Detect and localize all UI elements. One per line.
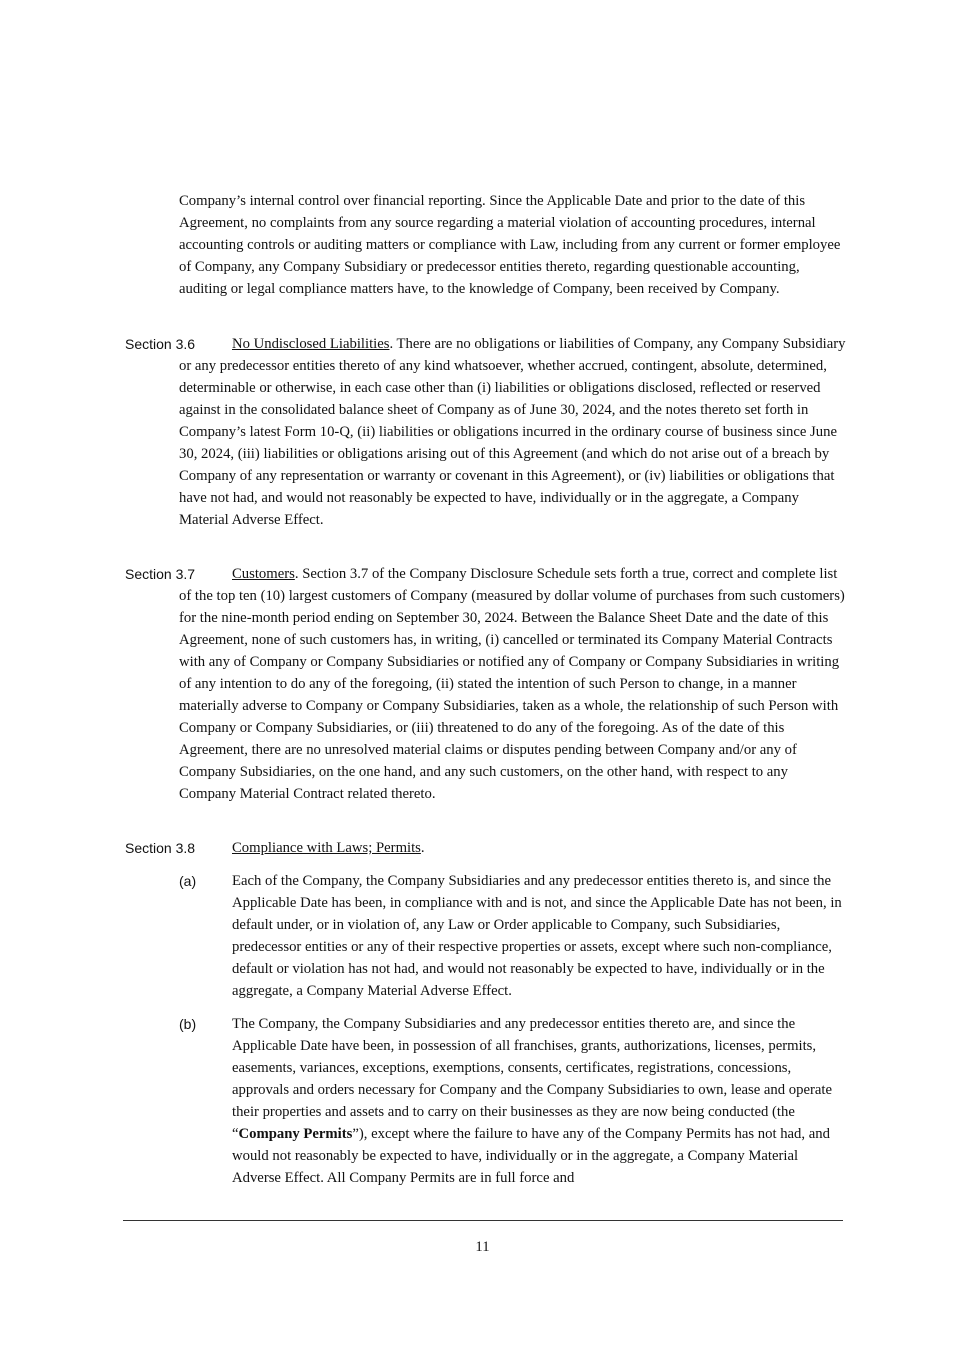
section-3-7-heading: Customers: [232, 566, 295, 582]
item-a-label: (a): [179, 873, 197, 889]
section-3-8-heading: Compliance with Laws; Permits: [232, 840, 421, 856]
section-3-6-heading: No Undisclosed Liabilities: [232, 336, 390, 352]
section-3-8-body: [179, 837, 847, 859]
section-3-8-heading-suffix: .: [420, 840, 425, 856]
section-3-7-body: [179, 563, 847, 805]
footer-rule: [123, 1220, 843, 1221]
item-a-text: Each of the Company, the Company Subsidiaries and any predecessor entities thereto is, and since the Applicable Date has been, in compliance with and is not, and since the Applicable Date has not been, in default under, or in violation of, any Law or Order applicable to Company, such Subsidiaries, predecessor entities or any of their respective properties or assets, except where such non-compliance, default or violation has not had, and would not reasonably be expected to have, individually or in the aggregate, a Company Material Adverse Effect.: [232, 873, 842, 999]
item-b-text: [232, 1013, 846, 1189]
section-3-6-text: . There are no obligations or liabilities of Company, any Company Subsidiary or any predecessor entities thereto of any kind whatsoever, whether accrued, contingent, absolute, determined, determinable or otherwise, in each case other than (i) liabilities or obligations disclosed, reflected or reserved against in the consolidated balance sheet of Company as of June 30, 2024, and the notes thereto set forth in Company’s latest Form 10-Q, (ii) liabilities or obligations incurred in the ordinary course of business since June 30, 2024, (iii) liabilities or obligations arising out of this Agreement (and which do not arise out of a breach by Company of any representation or warranty or covenant in this Agreement), or (iv) liabilities or obligations that have not had, and would not reasonably be expected to have, individually or in the aggregate, a Company Material Adverse Effect.: [179, 336, 846, 528]
section-3-6-label: Section 3.6: [125, 336, 196, 352]
page-number: 11: [475, 1239, 490, 1255]
company-permits-defined-term: Company Permits: [238, 1126, 353, 1142]
section-3-7-text: . Section 3.7 of the Company Disclosure Schedule sets forth a true, correct and complete list of the top ten (10) largest customers of Company (measured by dollar volume of purchases from such customers) for the nine-month period ending on September 30, 2024. Between the Balance Sheet Date and the date of this Agreement, none of such customers has, in writing, (i) cancelled or terminated its Company Material Contracts with any of Company or Company Subsidiaries or notified any of Company or Company Subsidiaries in writing of any intention to do any of the foregoing, (ii) stated the intention of such Person to change, in a manner materially adverse to Company or Company Subsidiaries, taken as a whole, the relationship of such Person with Company or Company Subsidiaries, or (iii) threatened to do any of the foregoing. As of the date of this Agreement, there are no unresolved material claims or disputes pending between Company and/or any of Company Subsidiaries, on the one hand, and any such customers, on the other hand, with respect to any Company Material Contract related thereto.: [179, 566, 845, 802]
item-b-text-after: ”), except where the failure to have any of the Company Permits has not had, and would not reasonably be expected to have, individually or in the aggregate, a Company Material Adverse Effect. All Company Permits are in full force and: [232, 1126, 830, 1186]
continuation-paragraph: Company’s internal control over financial reporting. Since the Applicable Date and prior to the date of this Agreement, no complaints from any source regarding a material violation of accounting procedures, internal accounting controls or auditing matters or compliance with Law, including from any current or former employee of Company, any Company Subsidiary or predecessor entities thereto, regarding questionable accounting, auditing or legal compliance matters have, to the knowledge of Company, been received by Company.: [179, 193, 841, 297]
item-b-label: (b): [179, 1016, 197, 1032]
section-3-8-label: Section 3.8: [125, 840, 196, 856]
section-3-6-body: [179, 333, 847, 531]
section-3-7-label: Section 3.7: [125, 566, 196, 582]
item-b-text-before: The Company, the Company Subsidiaries and any predecessor entities thereto are, and since the Applicable Date have been, in possession of all franchises, grants, authorizations, licenses, permits, easements, variances, exceptions, exemptions, consents, certificates, registrations, concessions, approvals and orders necessary for Company and the Company Subsidiaries to own, lease and operate their properties and assets and to carry on their businesses as they are now being conducted (the “: [232, 1016, 832, 1142]
